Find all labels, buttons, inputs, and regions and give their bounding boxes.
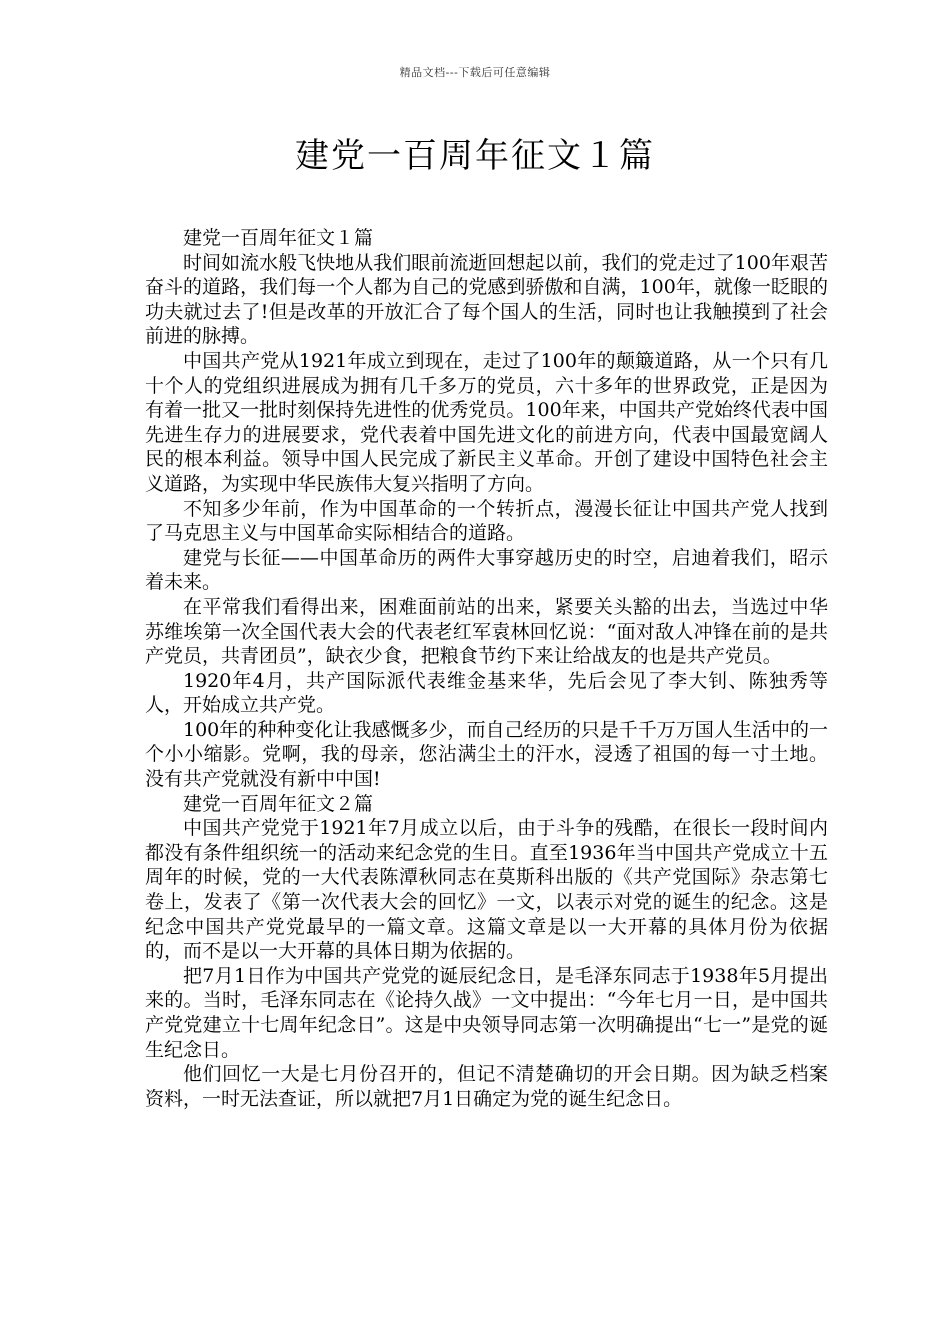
paragraph: 建党一百周年征文１篇 [183, 227, 374, 249]
document-title: 建党一百周年征文１篇 [295, 136, 655, 176]
paragraph: 不知多少年前，作为中国革命的一个转折点，漫漫长征让中国共产党人找到了马克思主义与中国革命实际相结合的道路。 [145, 497, 828, 545]
paragraph: 1920年4月，共产国际派代表维金基来华，先后会见了李大钊、陈独秀等人，开始成立共产党。 [145, 669, 828, 717]
paragraph: 中国共产党从1921年成立到现在，走过了100年的颠簸道路，从一个只有几十个人的党组织进展成为拥有几千多万的党员，六十多年的世界政党，正是因为有着一批又一批时刻保持先进性的优秀党员。100年来，中国共产党始终代表中国先进生存力的进展要求，党代表着中国先进文化的前进方向，代表中国最宽阔人民的根本利益。领导中国人民完成了新民主义革命。开创了建设中国特色社会主义道路，为实现中华民族伟大复兴指明了方向。 [145, 349, 828, 495]
paragraph: 在平常我们看得出来，困难面前站的出来，紧要关头豁的出去，当选过中华苏维埃第一次全国代表大会的代表老红军袁林回忆说：“面对敌人冲锋在前的是共产党员，共青团员”，缺衣少食，把粮食节约下来让给战友的也是共产党员。 [145, 595, 828, 668]
paragraph: 建党一百周年征文２篇 [183, 792, 374, 815]
paragraph: 中国共产党党于1921年7月成立以后，由于斗争的残酷，在很长一段时间内都没有条件组织统一的活动来纪念党的生日。直至1936年当中国共产党成立十五周年的时候，党的一大代表陈潭秋同志在莫斯科出版的《共产党国际》杂志第七卷上，发表了《第一次代表大会的回忆》一文，以表示对党的诞生的纪念。这是纪念中国共产党党最早的一篇文章。这篇文章是以一大开幕的具体月份为依据的，而不是以一大开幕的具体日期为依据的。 [145, 817, 828, 963]
paragraph: 时间如流水般飞快地从我们眼前流逝回想起以前，我们的党走过了100年艰苦奋斗的道路，我们每一个人都为自己的党感到骄傲和自满，100年，就像一眨眼的功夫就过去了!但是改革的开放汇合了每个国人的生活，同时也让我触摸到了社会前进的脉搏。 [145, 251, 828, 348]
document-body [145, 226, 828, 1111]
paragraph: 建党与长征——中国革命历的两件大事穿越历史的时空，启迪着我们，昭示着未来。 [145, 546, 828, 594]
paragraph: 他们回忆一大是七月份召开的，但记不清楚确切的开会日期。因为缺乏档案资料，一时无法查证，所以就把7月1日确定为党的诞生纪念日。 [145, 1063, 828, 1110]
header-note: 精品文档---下载后可任意编辑 [399, 66, 551, 79]
paragraph: 把7月1日作为中国共产党党的诞辰纪念日，是毛泽东同志于1938年5月提出来的。当时，毛泽东同志在《论持久战》一文中提出：“今年七月一日，是中国共产党党建立十七周年纪念日”。这是中央领导同志第一次明确提出“七一”是党的诞生纪念日。 [145, 964, 828, 1061]
paragraph: 100年的种种变化让我感慨多少，而自己经历的只是千千万万国人生活中的一个小小缩影。党啊，我的母亲，您沾满尘土的汗水，浸透了祖国的每一寸土地。没有共产党就没有新中中国! [145, 718, 828, 791]
